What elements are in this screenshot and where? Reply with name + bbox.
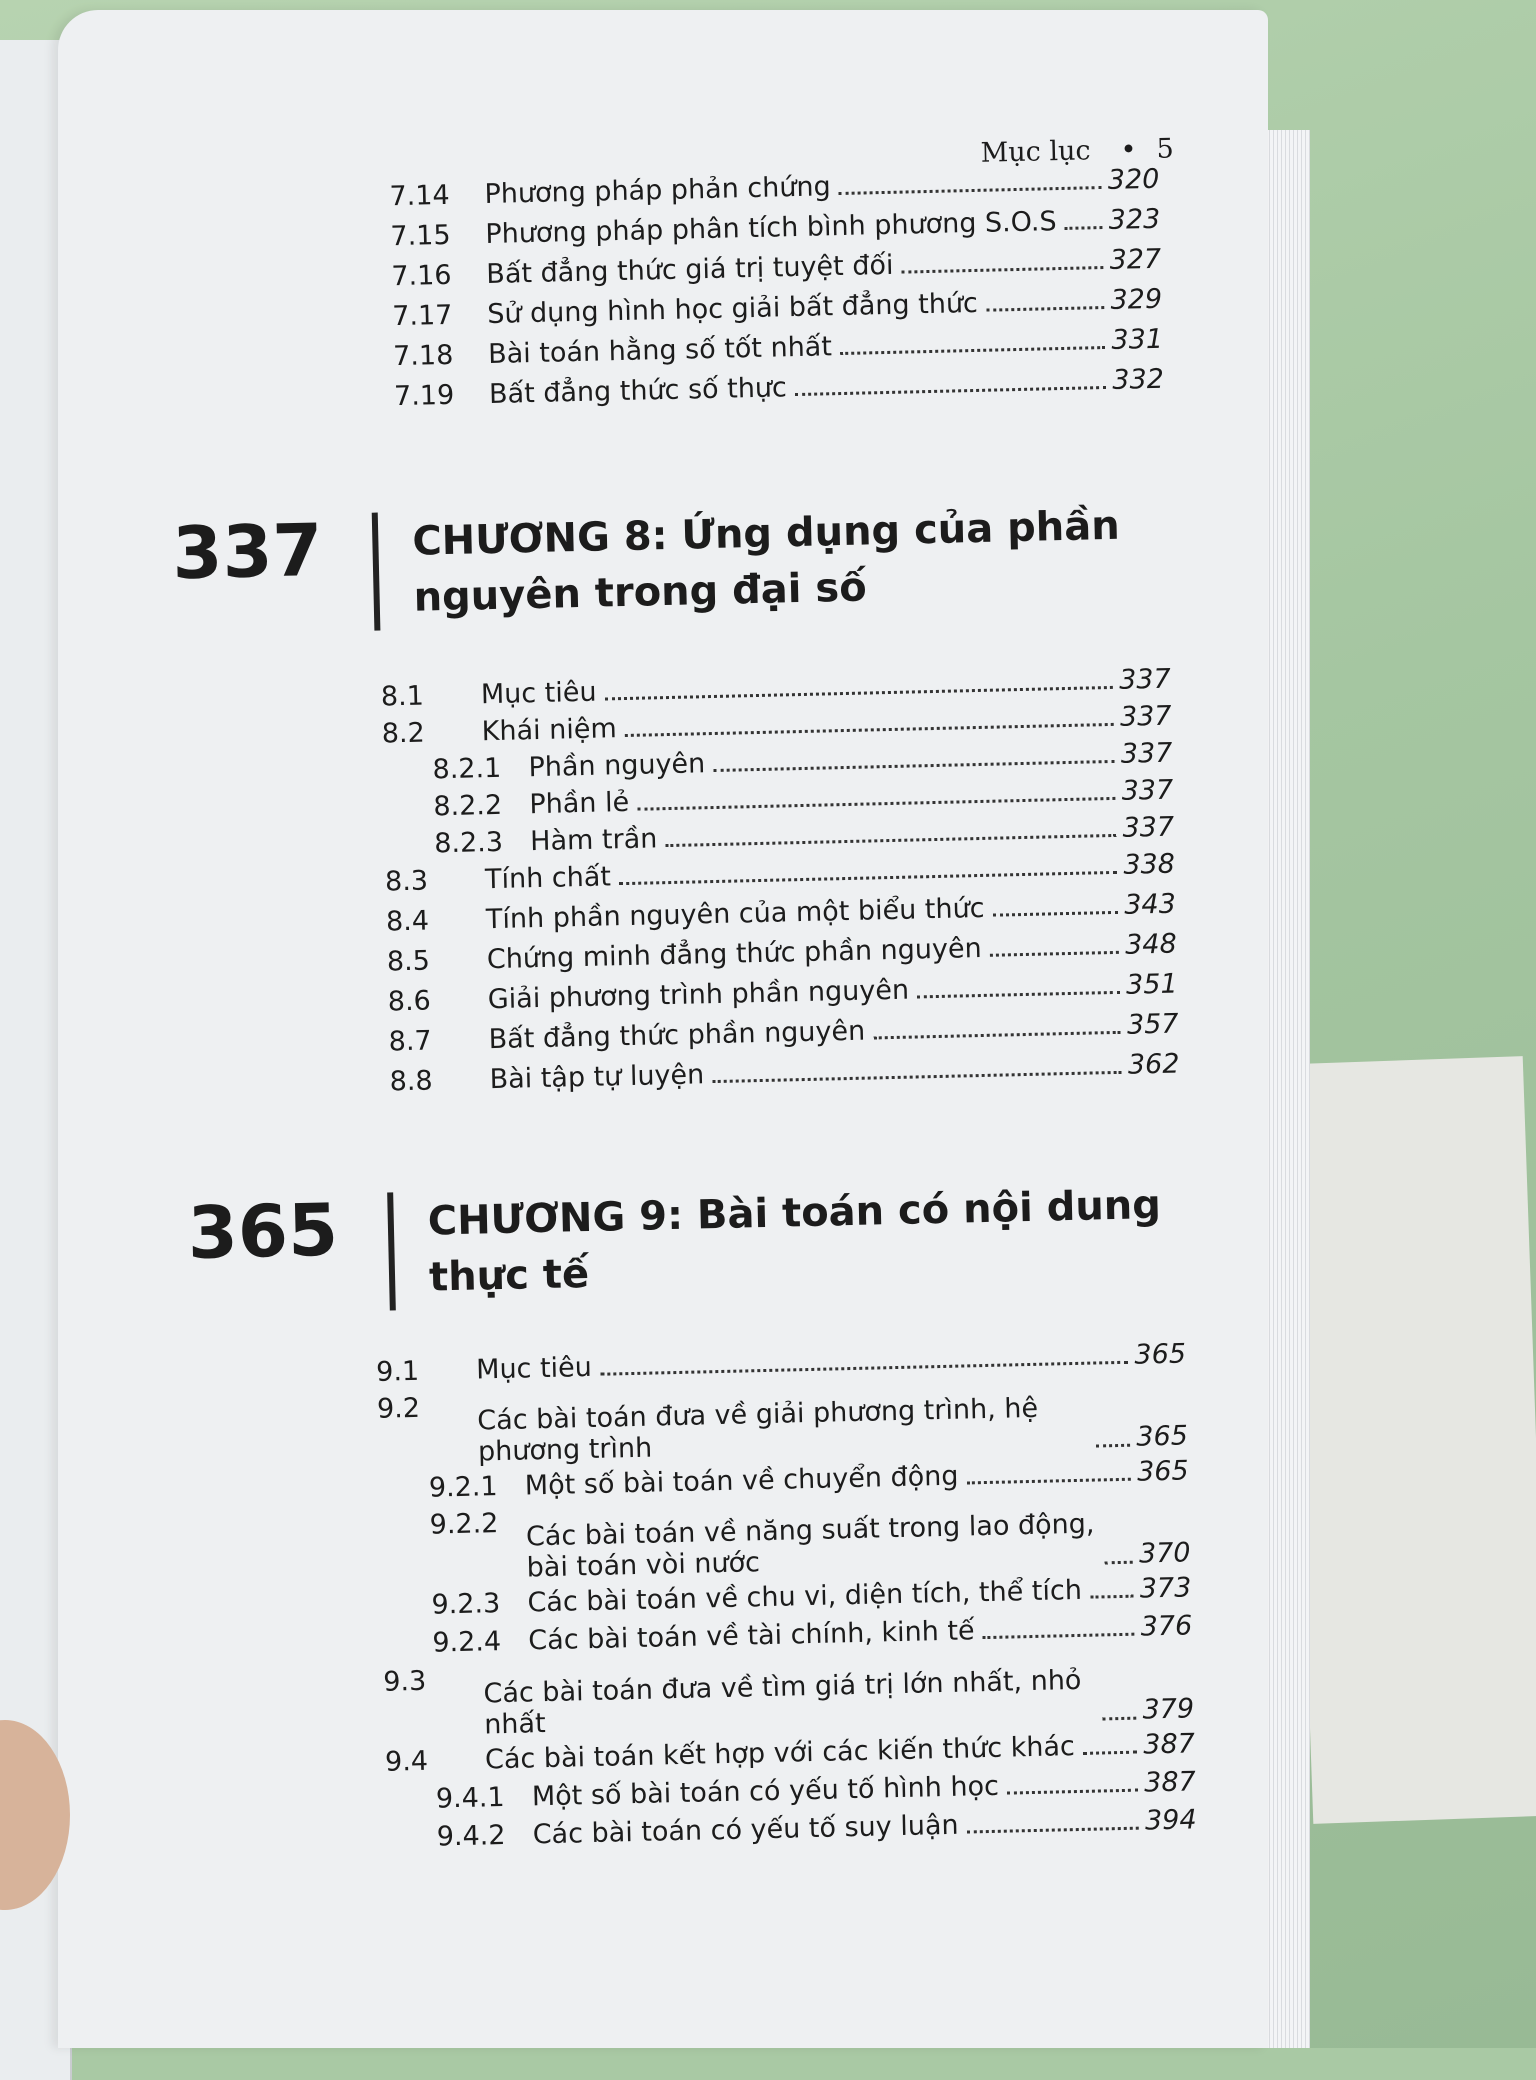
dot-leader	[619, 871, 1118, 885]
dot-leader	[1007, 1789, 1138, 1795]
entry-page: 387	[1143, 1766, 1197, 1799]
entry-number: 8.2.2	[433, 789, 503, 823]
dot-leader	[1096, 1444, 1131, 1448]
dot-leader	[902, 266, 1104, 274]
entry-page: 338	[1123, 848, 1176, 881]
entry-title: Bất đẳng thức phần nguyên	[488, 1015, 866, 1056]
dot-leader	[665, 834, 1116, 847]
dot-leader	[1083, 1751, 1138, 1755]
entry-title: Sử dụng hình học giải bất đẳng thức	[486, 287, 979, 331]
page-number: 5	[1156, 133, 1175, 165]
chapter-heading	[162, 488, 1205, 652]
dot-leader	[1090, 1595, 1134, 1599]
chapter-heading	[177, 1168, 1220, 1332]
entry-number: 9.2.2	[429, 1508, 499, 1541]
entry-page: 365	[1134, 1338, 1187, 1371]
dot-leader	[1105, 1561, 1134, 1565]
entry-page: 337	[1122, 811, 1175, 844]
dot-leader	[986, 306, 1105, 312]
entry-page: 329	[1110, 283, 1163, 316]
entry-number: 8.8	[389, 1065, 433, 1098]
entry-title: Các bài toán đưa về giải phương trình, hệ phương trình	[477, 1392, 1039, 1468]
entry-page: 370	[1138, 1537, 1191, 1570]
entry-page: 337	[1121, 774, 1174, 807]
entry-number: 9.2.4	[432, 1626, 502, 1659]
entry-number: 9.3	[382, 1665, 427, 1698]
entry-title: Tính phần nguyên của một biểu thức	[485, 892, 985, 936]
dot-leader	[605, 686, 1114, 701]
entry-title: Các bài toán về tài chính, kinh tế	[528, 1615, 975, 1657]
entry-page: 337	[1119, 700, 1172, 733]
entry-number: 7.14	[389, 179, 451, 213]
chapter-page-number: 337	[171, 507, 324, 596]
entry-page: 394	[1144, 1804, 1197, 1837]
entry-title: Chứng minh đẳng thức phần nguyên	[486, 932, 982, 976]
entry-page: 387	[1142, 1728, 1196, 1761]
entry-page: 348	[1124, 928, 1178, 961]
entry-number: 7.15	[390, 219, 451, 253]
entry-title: Phần lẻ	[529, 786, 630, 821]
entry-number: 7.17	[391, 299, 453, 333]
entry-number: 9.2.1	[428, 1471, 498, 1504]
dot-leader	[983, 1633, 1135, 1639]
dot-leader	[990, 951, 1120, 957]
entry-number: 8.4	[385, 905, 430, 938]
entry-number: 8.3	[384, 865, 429, 898]
dot-leader	[1102, 1717, 1137, 1721]
entry-title: Mục tiêu	[480, 676, 597, 711]
dot-leader	[637, 797, 1116, 811]
entry-page: 337	[1118, 663, 1172, 696]
header-title: Mục lục	[980, 135, 1091, 169]
entry-number: 9.1	[375, 1355, 420, 1388]
entry-number: 8.2.3	[433, 826, 504, 860]
entry-page: 323	[1108, 203, 1161, 236]
entry-title: Bất đẳng thức số thực	[488, 372, 788, 411]
dot-leader	[1065, 226, 1103, 230]
chapter-title: CHƯƠNG 9: Bài toán có nội dung thực tế	[427, 1181, 1162, 1301]
entry-number: 9.2	[376, 1392, 421, 1425]
entry-page: 320	[1107, 163, 1160, 196]
toc-entry	[383, 1648, 1195, 1742]
entry-page: 331	[1111, 323, 1164, 356]
entry-number: 9.4.1	[435, 1782, 505, 1815]
entry-number: 8.1	[380, 680, 425, 713]
entry-page: 365	[1135, 1420, 1189, 1453]
entry-title: Bài tập tự luyện	[489, 1059, 705, 1096]
entry-page: 343	[1123, 888, 1177, 921]
entry-number: 7.19	[393, 379, 455, 413]
entry-title: Mục tiêu	[475, 1351, 593, 1386]
entry-title: Khái niệm	[481, 713, 618, 748]
entry-page: 365	[1136, 1455, 1190, 1488]
entry-number: 8.2.1	[432, 752, 502, 786]
entry-title: Một số bài toán có yếu tố hình học	[531, 1770, 1000, 1813]
entry-title: Phần nguyên	[528, 748, 706, 784]
chapter-title: CHƯƠNG 8: Ứng dụng của phần nguyên trong đại số	[411, 502, 1121, 621]
entry-title: Tính chất	[484, 861, 612, 896]
dot-leader	[795, 386, 1107, 396]
entry-number: 7.18	[392, 339, 454, 373]
entry-number: 9.4	[384, 1745, 429, 1778]
dot-leader	[840, 346, 1106, 355]
chapter-divider	[387, 1192, 396, 1310]
entry-title: Các bài toán có yếu tố suy luận	[532, 1809, 959, 1851]
header-bullet: •	[1120, 134, 1137, 166]
chapter-divider	[372, 513, 381, 631]
entry-number: 9.4.2	[436, 1820, 506, 1853]
entry-page: 373	[1139, 1572, 1192, 1605]
entry-number: 8.5	[386, 945, 431, 978]
entry-number: 8.7	[388, 1025, 433, 1058]
entry-title: Các bài toán về chu vi, diện tích, thể tích	[527, 1574, 1083, 1619]
entry-title: Các bài toán kết hợp với các kiến thức khác	[484, 1731, 1076, 1776]
entry-title: Bất đẳng thức giá trị tuyệt đối	[486, 249, 894, 291]
entry-number: 9.2.3	[431, 1588, 501, 1621]
entry-title: Một số bài toán về chuyển động	[524, 1460, 959, 1502]
entry-title: Các bài toán đưa về tìm giá trị lớn nhất, nhỏ nhất	[483, 1664, 1082, 1741]
entry-page: 357	[1126, 1008, 1179, 1041]
entry-number: 7.16	[391, 259, 452, 293]
entry-page: 327	[1109, 243, 1162, 276]
dot-leader	[712, 1071, 1122, 1083]
entry-page: 362	[1127, 1048, 1180, 1081]
toc-entry	[429, 1492, 1191, 1585]
dot-leader	[713, 760, 1115, 772]
dot-leader	[600, 1361, 1129, 1376]
dot-leader	[993, 911, 1119, 917]
dot-leader	[967, 1827, 1140, 1834]
dot-leader	[839, 186, 1102, 195]
entry-page: 332	[1112, 363, 1165, 396]
entry-page: 351	[1125, 968, 1178, 1001]
dot-leader	[625, 723, 1114, 737]
entry-page: 379	[1142, 1693, 1195, 1726]
dot-leader	[917, 991, 1120, 999]
entry-title: Phương pháp phản chứng	[484, 171, 832, 211]
entry-title: Phương pháp phân tích bình phương S.O.S	[485, 206, 1057, 251]
entry-title: Bài toán hằng số tốt nhất	[487, 331, 833, 371]
entry-number: 8.2	[381, 717, 426, 750]
chapter-page-number: 365	[186, 1187, 339, 1276]
entry-page: 337	[1120, 737, 1173, 770]
entry-title: Hàm trần	[529, 823, 658, 858]
entry-title: Các bài toán về năng suất trong lao động, bài toán vòi nước	[525, 1508, 1095, 1584]
entry-page: 376	[1140, 1610, 1193, 1643]
dot-leader	[873, 1031, 1121, 1040]
entry-number: 8.6	[387, 985, 432, 1018]
dot-leader	[967, 1478, 1132, 1485]
entry-title: Giải phương trình phần nguyên	[487, 974, 910, 1016]
